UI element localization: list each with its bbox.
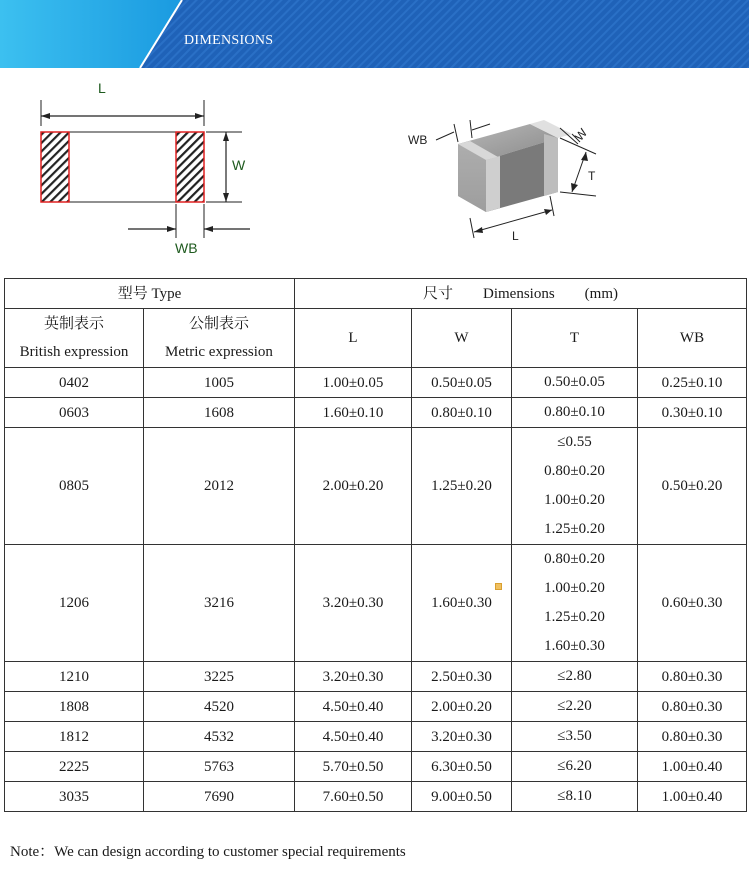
- thickness-value: 1.25±0.20: [544, 521, 605, 537]
- marker-dot: [495, 583, 502, 590]
- thickness-cell: [512, 398, 638, 428]
- table-row: [5, 752, 747, 782]
- iso-t-label: T: [588, 169, 596, 183]
- width-cell: 9.00±0.50: [412, 782, 512, 812]
- wb-cell: 1.00±0.40: [638, 752, 747, 782]
- length-cell: 4.50±0.40: [295, 692, 412, 722]
- british-code-cell: 2225: [5, 752, 144, 782]
- wb-cell: 0.50±0.20: [638, 428, 747, 545]
- metric-code-cell: 4532: [144, 722, 295, 752]
- thickness-cell: [512, 692, 638, 722]
- banner-title: DIMENSIONS: [184, 33, 274, 48]
- iso-l-label: L: [512, 229, 519, 243]
- width-cell: 0.50±0.05: [412, 368, 512, 398]
- thickness-value: ≤6.20: [557, 758, 592, 774]
- british-code-cell: 0805: [5, 428, 144, 545]
- thickness-cell: [512, 782, 638, 812]
- british-code-cell: 0603: [5, 398, 144, 428]
- length-cell: 5.70±0.50: [295, 752, 412, 782]
- length-cell: 7.60±0.50: [295, 782, 412, 812]
- note-text: Note：We can design according to customer special requirements: [10, 844, 406, 860]
- left-terminal-hatch: [41, 132, 69, 202]
- metric-code-cell: 3216: [144, 545, 295, 662]
- col-wb-header: WB: [638, 309, 747, 368]
- thickness-cell: [512, 752, 638, 782]
- header-banner: [0, 0, 749, 68]
- col-l-header: L: [295, 309, 412, 368]
- thickness-value: ≤0.55: [557, 434, 592, 450]
- thickness-value: 1.60±0.30: [544, 638, 605, 654]
- right-terminal-hatch: [176, 132, 204, 202]
- thickness-cell: [512, 662, 638, 692]
- british-header: [5, 309, 144, 368]
- wb-cell: 0.60±0.30: [638, 545, 747, 662]
- british-header-en: British expression: [19, 344, 129, 360]
- iso-wb-label: WB: [408, 133, 428, 147]
- british-code-cell: 1206: [5, 545, 144, 662]
- length-cell: 2.00±0.20: [295, 428, 412, 545]
- metric-code-cell: 1608: [144, 398, 295, 428]
- thickness-value: ≤2.80: [557, 668, 592, 684]
- width-cell: 6.30±0.50: [412, 752, 512, 782]
- thickness-value: 1.00±0.20: [544, 580, 605, 596]
- british-code-cell: 1808: [5, 692, 144, 722]
- british-code-cell: 1812: [5, 722, 144, 752]
- dimensions-header: 尺寸 Dimensions (mm): [295, 279, 747, 309]
- col-w-header: W: [412, 309, 512, 368]
- iso-w-label: W: [572, 125, 591, 144]
- table-row: [5, 662, 747, 692]
- metric-header-cn: 公制表示: [188, 316, 249, 332]
- thickness-value: ≤8.10: [557, 788, 592, 804]
- length-cell: 3.20±0.30: [295, 545, 412, 662]
- iso-view-diagram: [400, 110, 620, 250]
- width-cell: 0.80±0.10: [412, 398, 512, 428]
- length-cell: 3.20±0.30: [295, 662, 412, 692]
- metric-code-cell: 1005: [144, 368, 295, 398]
- table-row: [5, 722, 747, 752]
- metric-header: [144, 309, 295, 368]
- british-code-cell: 0402: [5, 368, 144, 398]
- thickness-value: 0.80±0.20: [544, 463, 605, 479]
- type-header: 型号 Type: [5, 279, 295, 309]
- wb-cell: 0.30±0.10: [638, 398, 747, 428]
- width-cell: 3.20±0.30: [412, 722, 512, 752]
- metric-code-cell: 7690: [144, 782, 295, 812]
- thickness-cell: [512, 722, 638, 752]
- top-l-label: L: [98, 80, 106, 96]
- table-row: [5, 368, 747, 398]
- thickness-value: 0.50±0.05: [544, 374, 605, 390]
- width-cell: 1.60±0.30: [412, 545, 512, 662]
- table-row: [5, 692, 747, 722]
- thickness-value: ≤2.20: [557, 698, 592, 714]
- top-w-label: W: [232, 157, 246, 173]
- metric-header-en: Metric expression: [165, 344, 273, 360]
- metric-code-cell: 3225: [144, 662, 295, 692]
- length-cell: 1.00±0.05: [295, 368, 412, 398]
- top-wb-label: WB: [175, 240, 198, 256]
- table-row: [5, 398, 747, 428]
- table-row: [5, 782, 747, 812]
- col-t-header: T: [512, 309, 638, 368]
- width-cell: 2.00±0.20: [412, 692, 512, 722]
- thickness-value: 1.00±0.20: [544, 492, 605, 508]
- wb-cell: 0.80±0.30: [638, 692, 747, 722]
- metric-code-cell: 2012: [144, 428, 295, 545]
- thickness-cell: [512, 368, 638, 398]
- width-cell: 2.50±0.30: [412, 662, 512, 692]
- british-code-cell: 3035: [5, 782, 144, 812]
- british-header-cn: 英制表示: [43, 316, 104, 332]
- thickness-value: 0.80±0.10: [544, 404, 605, 420]
- thickness-value: ≤3.50: [557, 728, 592, 744]
- length-cell: 4.50±0.40: [295, 722, 412, 752]
- table-row: [5, 428, 747, 545]
- dimensions-table: [4, 278, 747, 812]
- metric-code-cell: 5763: [144, 752, 295, 782]
- width-cell: 1.25±0.20: [412, 428, 512, 545]
- wb-cell: 0.80±0.30: [638, 722, 747, 752]
- thickness-cell: [512, 428, 638, 545]
- wb-cell: 1.00±0.40: [638, 782, 747, 812]
- british-code-cell: 1210: [5, 662, 144, 692]
- top-view-diagram: [20, 78, 270, 258]
- wb-cell: 0.25±0.10: [638, 368, 747, 398]
- metric-code-cell: 4520: [144, 692, 295, 722]
- wb-cell: 0.80±0.30: [638, 662, 747, 692]
- thickness-cell: [512, 545, 638, 662]
- thickness-value: 1.25±0.20: [544, 609, 605, 625]
- thickness-value: 0.80±0.20: [544, 551, 605, 567]
- table-row: [5, 545, 747, 662]
- length-cell: 1.60±0.10: [295, 398, 412, 428]
